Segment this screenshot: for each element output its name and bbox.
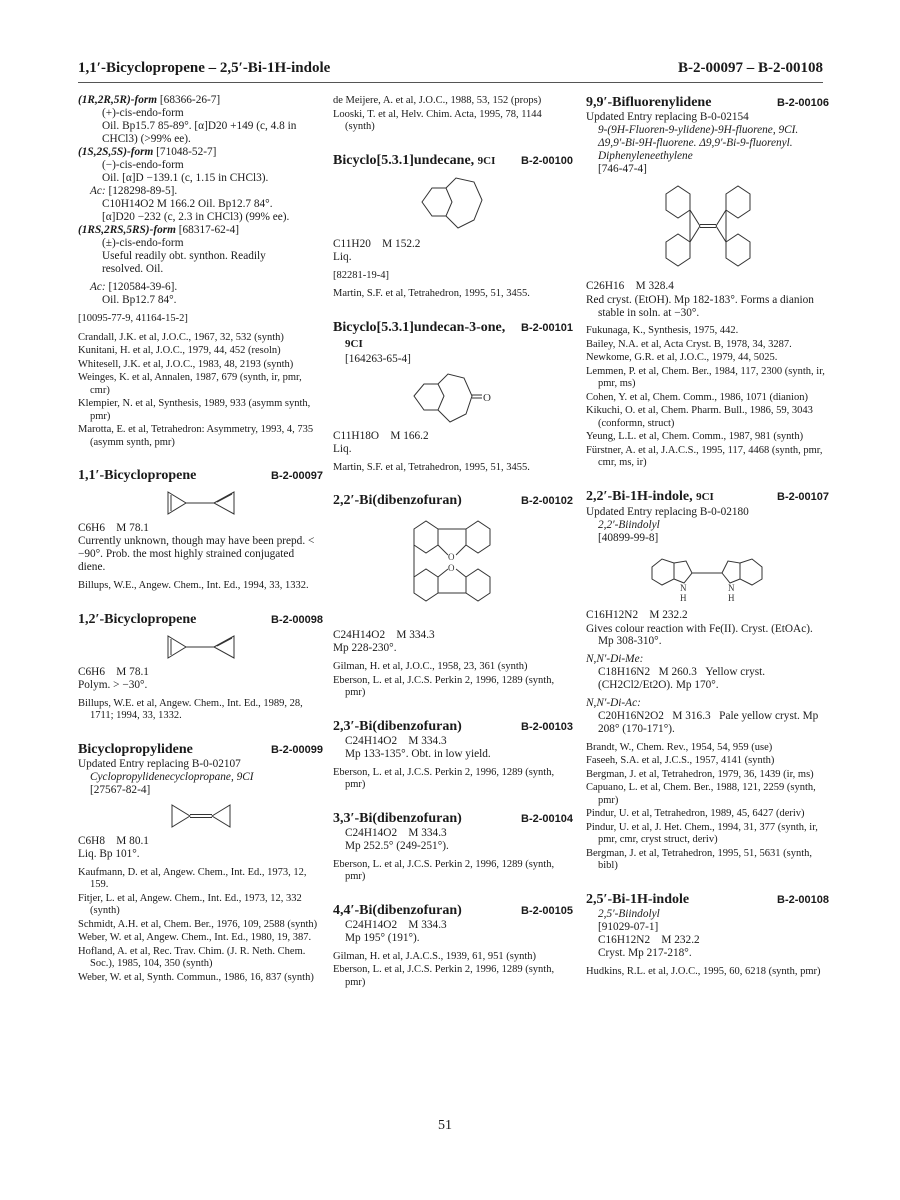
compound-name: 2,2′-Bi-1H-indole, xyxy=(586,488,693,504)
compound-name: 2,3′-Bi(dibenzofuran) xyxy=(333,718,462,734)
structure-diagram xyxy=(166,490,236,516)
reference: Yeung, L.L. et al, Chem. Comm., 1987, 981 (synth) xyxy=(586,431,804,442)
cas-number: [27567-82-4] xyxy=(90,783,151,796)
reference: Eberson, L. et al, J.C.S. Perkin 2, 1996, 1289 (synth, pmr) xyxy=(333,858,555,882)
updated-note: Updated Entry replacing B-0-02180 xyxy=(586,505,749,518)
structure-diagram xyxy=(660,182,756,274)
column-3 xyxy=(586,94,829,978)
reference: Eberson, L. et al, J.C.S. Perkin 2, 1996, 1289 (synth, pmr) xyxy=(333,964,555,988)
derivative-label: N,N′-Di-Me: xyxy=(586,652,644,665)
reference: Eberson, L. et al, J.C.S. Perkin 2, 1996, 1289 (synth, pmr) xyxy=(333,766,555,790)
formula-line: C16H12N2 M 232.2 xyxy=(598,933,700,946)
form-line: C10H14O2 M 166.2 Oil. Bp12.7 84°. xyxy=(102,198,273,210)
cas-number: [40899-99-8] xyxy=(598,531,659,544)
reference: Lemmen, P. et al, Chem. Ber., 1984, 117, 2300 (synth, ir, pmr, ms) xyxy=(586,365,825,389)
name-suffix: 9CI xyxy=(696,490,714,503)
continuation-form xyxy=(78,224,323,276)
reference: Hudkins, R.L. et al, J.O.C., 1995, 60, 6218 (synth, pmr) xyxy=(586,965,821,977)
form-line: Oil. Bp12.7 84°. xyxy=(102,294,177,306)
deriv-label: Ac: xyxy=(90,281,106,293)
entry-heading xyxy=(586,891,829,908)
entry-heading xyxy=(333,319,573,353)
entry-code: B-2-00105 xyxy=(521,904,573,917)
structure-diagram xyxy=(170,803,232,829)
entry-heading xyxy=(78,611,323,628)
entry-code: B-2-00100 xyxy=(521,154,573,167)
structure-diagram xyxy=(418,176,488,232)
continuation-derivative xyxy=(78,281,323,307)
description: Currently unknown, though may have been prepd. < −90°. Prob. the most highly strained conjugated diene. xyxy=(78,535,315,573)
formula-line: C11H18O M 166.2 xyxy=(333,429,429,442)
reference: Newkome, G.R. et al, J.O.C., 1979, 44, 5025. xyxy=(586,352,778,363)
reference: Pindur, U. et al, Tetrahedron, 1989, 45, 6427 (deriv) xyxy=(586,808,805,819)
svg-text:H: H xyxy=(679,592,686,603)
formula-line: C26H16 M 328.4 xyxy=(586,280,674,292)
compound-name: 4,4′-Bi(dibenzofuran) xyxy=(333,902,462,918)
deriv-label: Ac: xyxy=(90,185,106,197)
description: Liq. xyxy=(333,250,352,263)
reference: Martin, S.F. et al, Tetrahedron, 1995, 51, 3455. xyxy=(333,461,530,473)
reference: Fürstner, A. et al, J.A.C.S., 1995, 117, 4468 (synth, pmr, cmr, ms, ir) xyxy=(586,444,823,468)
column-2 xyxy=(333,94,573,989)
reference: Gilman, H. et al, J.O.C., 1958, 23, 361 (synth) xyxy=(333,661,528,672)
compound-name: Bicyclo[5.3.1]undecane, xyxy=(333,152,475,168)
structure-diagram xyxy=(648,551,768,603)
running-head xyxy=(78,58,823,83)
cas-number: [128298-89-5]. xyxy=(108,185,178,197)
description: Polym. > −30°. xyxy=(78,678,148,691)
reference: Klempier, N. et al, Synthesis, 1989, 933 (asymm synth, pmr) xyxy=(78,398,311,422)
entry-code: B-2-00102 xyxy=(521,495,573,507)
form-label: (1R,2R,5R)-form xyxy=(78,94,158,106)
synonym: 2,2′-Biindolyl xyxy=(598,518,660,531)
svg-text:O: O xyxy=(483,391,491,404)
description: Mp 252.5° (249-251°). xyxy=(345,839,449,852)
form-line: Useful readily obt. synthon. Readily xyxy=(102,250,266,262)
cas-number: [71048-52-7] xyxy=(156,146,217,158)
reference: Weinges, K. et al, Annalen, 1987, 679 (synth, ir, pmr, cmr) xyxy=(78,372,302,396)
compound-name: 3,3′-Bi(dibenzofuran) xyxy=(333,810,462,826)
entry-code: B-2-00103 xyxy=(521,720,573,733)
synonym: Cyclopropylidenecyclopropane, 9CI xyxy=(90,770,254,783)
form-label: (1RS,2RS,5RS)-form xyxy=(78,224,176,236)
formula-line: C24H14O2 M 334.3 xyxy=(333,629,435,641)
compound-name: 1,1′-Bicyclopropene xyxy=(78,468,197,483)
reference: Whitesell, J.K. et al, J.O.C., 1983, 48, 2193 (synth) xyxy=(78,358,294,370)
form-line: (±)-cis-endo-form xyxy=(102,237,184,249)
description: Mp 195° (191°). xyxy=(345,931,420,944)
derivative-data: C20H16N2O2 M 316.3 Pale yellow cryst. Mp 208° (170-171°). xyxy=(598,709,819,735)
cas-number: [68317-62-4] xyxy=(178,224,240,236)
running-head-right: B-2-00097 – B-2-00108 xyxy=(678,60,823,76)
structure-diagram xyxy=(410,372,496,424)
continuation-form xyxy=(78,146,323,185)
reference: Martin, S.F. et al, Tetrahedron, 1995, 51, 3455. xyxy=(333,288,530,299)
reference: Weber, W. et al, Synth. Commun., 1986, 16, 837 (synth) xyxy=(78,971,314,983)
entry-heading xyxy=(586,94,829,111)
formula-line: C6H6 M 78.1 xyxy=(78,522,149,534)
description: Gives colour reaction with Fe(II). Cryst. (EtOAc). Mp 308-310°. xyxy=(586,622,813,647)
compound-name: 2,5′-Bi-1H-indole xyxy=(586,891,690,907)
form-line: Oil. Bp15.7 85-89°. [α]D20 +149 (c, 4.8 in xyxy=(102,120,297,132)
entry-code: B-2-00098 xyxy=(271,613,323,626)
form-line: resolved. Oil. xyxy=(102,263,164,275)
entry-heading xyxy=(586,488,829,506)
synonym: 2,5′-Biindolyl xyxy=(598,907,660,920)
cas-number-list: [10095-77-9, 41164-15-2] xyxy=(78,313,188,324)
reference: Brandt, W., Chem. Rev., 1954, 54, 959 (use) xyxy=(586,741,773,753)
reference: Faseeh, S.A. et al, J.C.S., 1957, 4141 (synth) xyxy=(586,755,775,766)
svg-text:O: O xyxy=(448,563,455,573)
derivative-label: N,N′-Di-Ac: xyxy=(586,696,641,709)
formula-line: C24H14O2 M 334.3 xyxy=(345,918,447,931)
reference: Fitjer, L. et al, Angew. Chem., Int. Ed., 1973, 12, 332 (synth) xyxy=(78,892,302,916)
description: Cryst. Mp 217-218°. xyxy=(598,946,692,959)
cas-number: [164263-65-4] xyxy=(345,352,411,365)
continuation-derivative xyxy=(78,185,323,224)
reference: Bailey, N.A. et al, Acta Cryst. B, 1978, 34, 3287. xyxy=(586,338,792,350)
compound-name: 1,2′-Bicyclopropene xyxy=(78,611,197,627)
column-1 xyxy=(78,94,323,984)
formula-line: C16H12N2 M 232.2 xyxy=(586,608,688,621)
cas-number: [68366-26-7] xyxy=(159,94,221,106)
entry-heading xyxy=(333,152,573,170)
reference: Hofland, A. et al, Rec. Trav. Chim. (J. R. Neth. Chem. Soc.), 1985, 104, 350 (synth) xyxy=(78,945,306,969)
reference: Schmidt, A.H. et al, Chem. Ber., 1976, 109, 2588 (synth) xyxy=(78,918,318,930)
entry-heading xyxy=(333,718,573,735)
entry-heading xyxy=(333,492,573,509)
updated-note: Updated Entry replacing B-0-02107 xyxy=(78,757,241,770)
cas-number: [120584-39-6]. xyxy=(108,281,178,293)
reference: Eberson, L. et al, J.C.S. Perkin 2, 1996, 1289 (synth, pmr) xyxy=(333,674,555,698)
entry-heading xyxy=(333,902,573,919)
name-suffix: 9CI xyxy=(345,337,363,350)
svg-text:N: N xyxy=(727,582,734,593)
reference: Billups, W.E. et al, Angew. Chem., Int. Ed., 1989, 28, 1711; 1994, 33, 1332. xyxy=(78,697,303,721)
formula-line: C24H14O2 M 334.3 xyxy=(345,826,447,839)
formula-line: C24H14O2 M 334.3 xyxy=(345,734,447,747)
structure-diagram xyxy=(408,515,498,623)
reference: Crandall, J.K. et al, J.O.C., 1967, 32, 532 (synth) xyxy=(78,331,284,343)
entry-code: B-2-00099 xyxy=(271,743,323,756)
entry-code: B-2-00106 xyxy=(777,97,829,109)
formula-line: C6H6 M 78.1 xyxy=(78,665,149,678)
compound-name: 9,9′-Bifluorenylidene xyxy=(586,95,712,110)
compound-name: Bicyclopropylidene xyxy=(78,741,193,757)
compound-name: 2,2′-Bi(dibenzofuran) xyxy=(333,493,462,508)
cas-number: [91029-07-1] xyxy=(598,920,659,933)
running-head-left: 1,1′-Bicyclopropene – 2,5′-Bi-1H-indole xyxy=(78,60,331,76)
form-line: Oil. [α]D −139.1 (c, 1.15 in CHCl3). xyxy=(102,172,269,184)
reference: Pindur, U. et al, J. Het. Chem., 1994, 31, 377 (synth, ir, pmr, cmr, cryst struct, deriv) xyxy=(586,821,818,845)
entry-heading xyxy=(333,810,573,827)
page-number: 51 xyxy=(438,1118,452,1133)
derivative-data: C18H16N2 M 260.3 Yellow cryst. (CH2Cl2/Et2O). Mp 170°. xyxy=(598,665,766,691)
description: Red cryst. (EtOH). Mp 182-183°. Forms a dianion stable in soln. at −30°. xyxy=(586,294,814,319)
reference: Cohen, Y. et al, Chem. Comm., 1986, 1071 (dianion) xyxy=(586,391,808,403)
synonym: Diphenyleneethylene xyxy=(598,150,693,162)
reference: Bergman, J. et al, Tetrahedron, 1995, 51, 5631 (synth, bibl) xyxy=(586,847,813,871)
entry-heading xyxy=(78,741,323,758)
formula-line: C11H20 M 152.2 xyxy=(333,237,421,250)
entry-heading xyxy=(78,467,323,484)
reference: Gilman, H. et al, J.A.C.S., 1939, 61, 951 (synth) xyxy=(333,950,536,962)
reference: Kunitani, H. et al, J.O.C., 1979, 44, 452 (resoln) xyxy=(78,345,281,356)
form-label: (1S,2S,5S)-form xyxy=(78,146,154,158)
reference: Kikuchi, O. et al, Chem. Pharm. Bull., 1986, 59, 3043 (conformn, struct) xyxy=(586,405,813,429)
reference: Billups, W.E., Angew. Chem., Int. Ed., 1994, 33, 1332. xyxy=(78,580,309,591)
reference: Marotta, E. et al, Tetrahedron: Asymmetry, 1993, 4, 735 (asymm synth, pmr) xyxy=(78,424,314,448)
entry-code: B-2-00097 xyxy=(271,470,323,482)
reference: Bergman, J. et al, Tetrahedron, 1979, 36, 1439 (ir, ms) xyxy=(586,768,814,780)
reference: de Meijere, A. et al, J.O.C., 1988, 53, 152 (props) xyxy=(333,95,542,106)
continuation-form xyxy=(78,94,323,146)
reference: Capuano, L. et al, Chem. Ber., 1988, 121, 2259 (synth, pmr) xyxy=(586,782,816,806)
svg-text:N: N xyxy=(679,582,686,593)
compound-name: Bicyclo[5.3.1]undecan-3-one, xyxy=(333,319,506,335)
svg-text:H: H xyxy=(727,592,734,603)
synonym: Δ9,9′-Bi-9H-fluorene. Δ9,9′-Bi-9-fluorenyl. xyxy=(598,137,793,149)
reference: Weber, W. et al, Angew. Chem., Int. Ed., 1980, 19, 387. xyxy=(78,932,312,943)
synonym: 9-(9H-Fluoren-9-ylidene)-9H-fluorene, 9CI. xyxy=(598,124,799,136)
structure-diagram xyxy=(166,634,236,660)
description: Mp 228-230°. xyxy=(333,642,397,654)
entry-code: B-2-00104 xyxy=(521,812,573,825)
form-line: (+)-cis-endo-form xyxy=(102,107,184,119)
form-line: CHCl3) (>99% ee). xyxy=(102,133,191,145)
description: Liq. Bp 101°. xyxy=(78,847,140,860)
cas-number: [746-47-4] xyxy=(598,163,647,175)
svg-text:O: O xyxy=(448,552,455,562)
name-suffix: 9CI xyxy=(477,154,496,167)
entry-code: B-2-00101 xyxy=(521,321,573,334)
description: Mp 133-135°. Obt. in low yield. xyxy=(345,747,491,760)
reference: Kaufmann, D. et al, Angew. Chem., Int. Ed., 1973, 12, 159. xyxy=(78,866,307,890)
entry-code: B-2-00107 xyxy=(777,490,829,503)
form-line: [α]D20 −232 (c, 2.3 in CHCl3) (99% ee). xyxy=(102,211,290,223)
reference: Looski, T. et al, Helv. Chim. Acta, 1995, 78, 1144 (synth) xyxy=(333,108,542,132)
updated-note: Updated Entry replacing B-0-02154 xyxy=(586,111,749,123)
form-line: (−)-cis-endo-form xyxy=(102,159,184,171)
description: Liq. xyxy=(333,442,352,455)
cas-number: [82281-19-4] xyxy=(333,269,389,281)
formula-line: C6H8 M 80.1 xyxy=(78,834,149,847)
reference: Fukunaga, K., Synthesis, 1975, 442. xyxy=(586,325,739,336)
entry-code: B-2-00108 xyxy=(777,893,829,906)
